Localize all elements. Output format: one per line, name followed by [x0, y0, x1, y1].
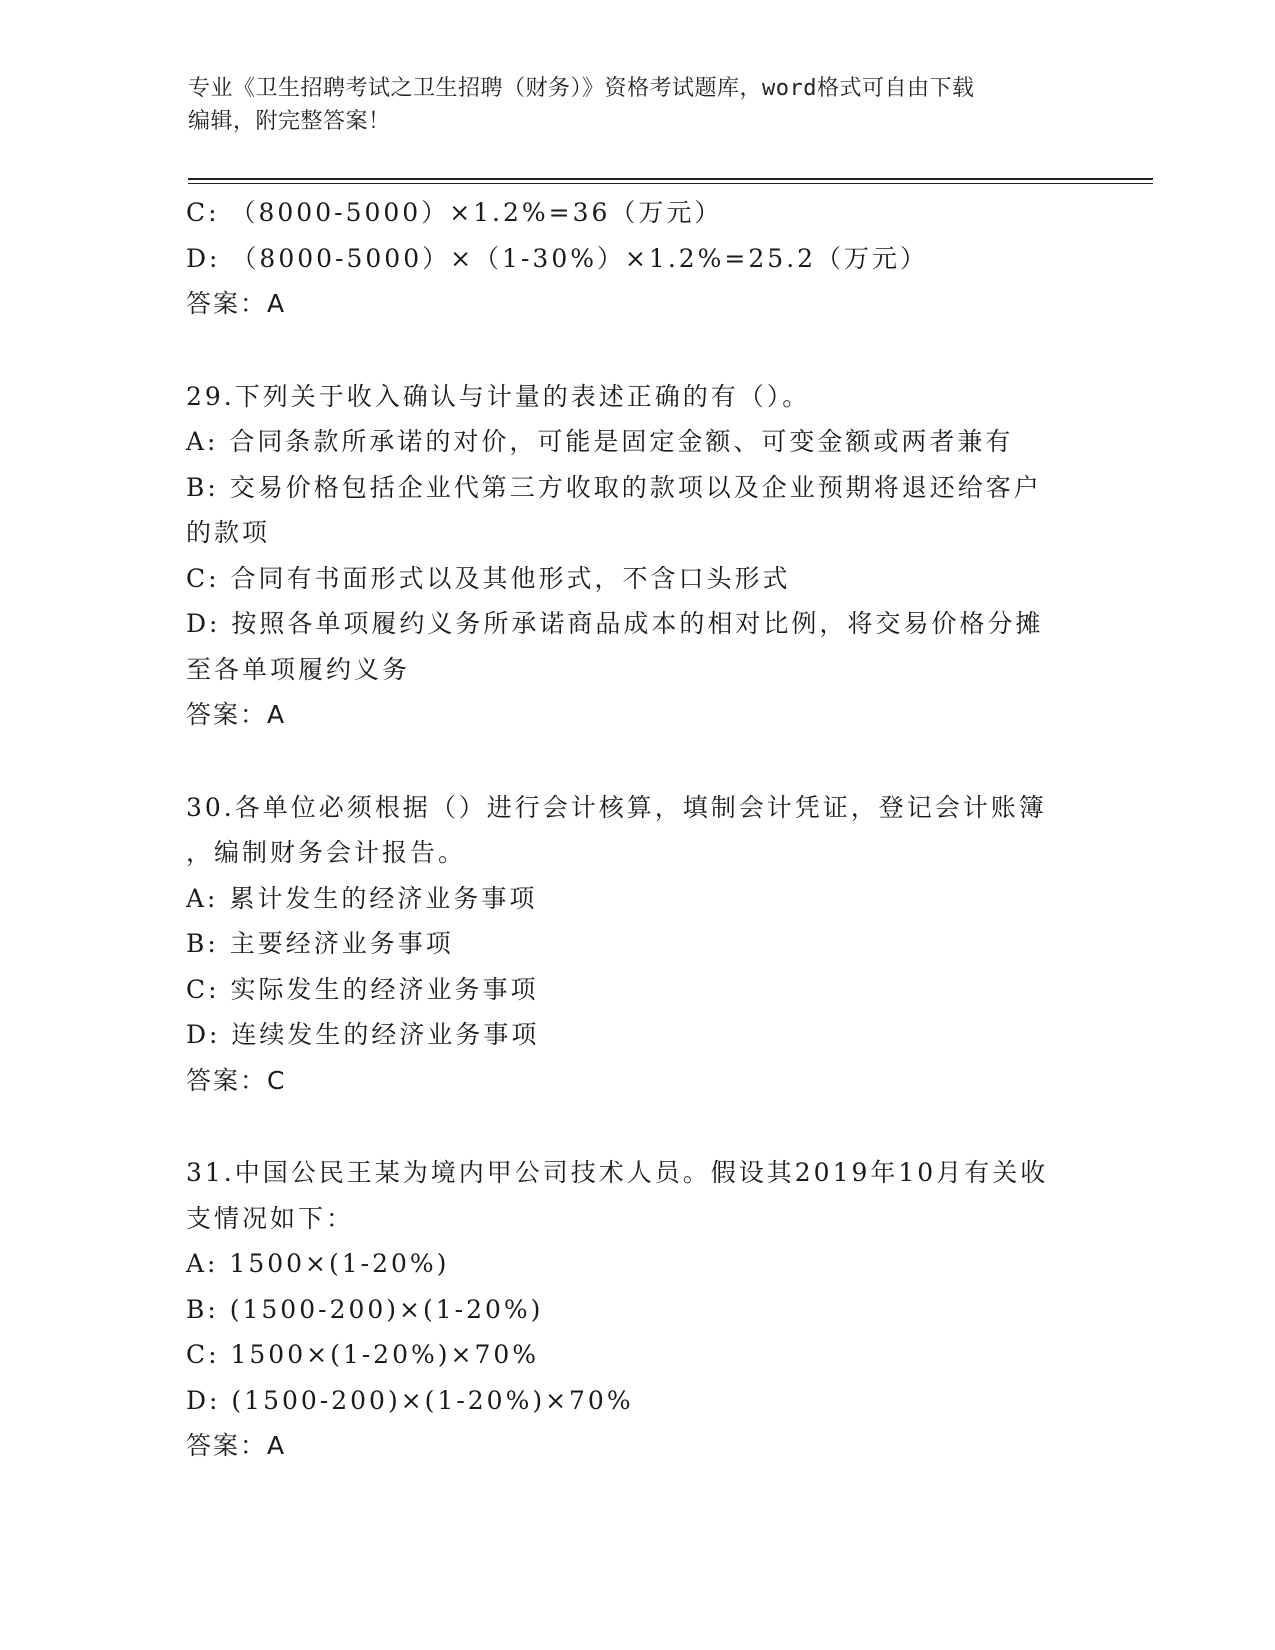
option-c: C: 实际发生的经济业务事项 [186, 974, 539, 1004]
question-stem: 31.中国公民王某为境内甲公司技术人员。假设其2019年10月有关收 [186, 1158, 1049, 1187]
answer-label: 答案：A [186, 700, 287, 729]
answer-label: 答案：A [186, 289, 287, 318]
option-a: A: 累计发生的经济业务事项 [186, 883, 538, 913]
question-stem-continued: 支情况如下： [186, 1203, 355, 1233]
question-30 [186, 785, 1086, 1104]
option-b: B: 主要经济业务事项 [186, 929, 454, 958]
answer-label: 答案：A [186, 1431, 287, 1460]
option-d: D: 按照各单项履约义务所承诺商品成本的相对比例，将交易价格分摊 [186, 609, 1044, 638]
option-b: B: (1500-200)×(1-20%) [186, 1294, 544, 1324]
option-d-continued: 至各单项履约义务 [186, 654, 411, 684]
page-header [188, 72, 1088, 138]
answer-label: 答案：C [186, 1065, 287, 1095]
question-31 [186, 1150, 1086, 1469]
option-a: A: 合同条款所承诺的对价，可能是固定金额、可变金额或两者兼有 [186, 427, 1014, 456]
question-29 [186, 374, 1086, 738]
option-a: A: 1500×(1-20%) [186, 1249, 450, 1278]
option-b-continued: 的款项 [186, 518, 271, 547]
option-c: C: 合同有书面形式以及其他形式，不含口头形式 [186, 563, 791, 593]
question-28-tail [186, 190, 1086, 327]
question-stem-continued: ，编制财务会计报告。 [186, 838, 467, 867]
header-line-1: 专业《卫生招聘考试之卫生招聘（财务）》资格考试题库，word格式可自由下载 [188, 76, 975, 101]
option-b: B: 交易价格包括企业代第三方收取的款项以及企业预期将退还给客户 [186, 472, 1042, 502]
option-c: C: （8000-5000）×1.2%=36（万元） [186, 198, 723, 227]
option-d: D: （8000-5000）×（1-30%）×1.2%=25.2（万元） [186, 243, 929, 273]
header-line-2: 编辑，附完整答案！ [188, 109, 391, 134]
question-stem: 30.各单位必须根据（）进行会计核算，填制会计凭证，登记会计账簿 [186, 792, 1047, 822]
header-divider [188, 178, 1153, 184]
question-list [186, 190, 1086, 1469]
option-d: D: 连续发生的经济业务事项 [186, 1020, 540, 1049]
option-d: D: (1500-200)×(1-20%)×70% [186, 1385, 634, 1415]
question-stem: 29.下列关于收入确认与计量的表述正确的有（）。 [186, 381, 811, 411]
option-c: C: 1500×(1-20%)×70% [186, 1340, 540, 1369]
